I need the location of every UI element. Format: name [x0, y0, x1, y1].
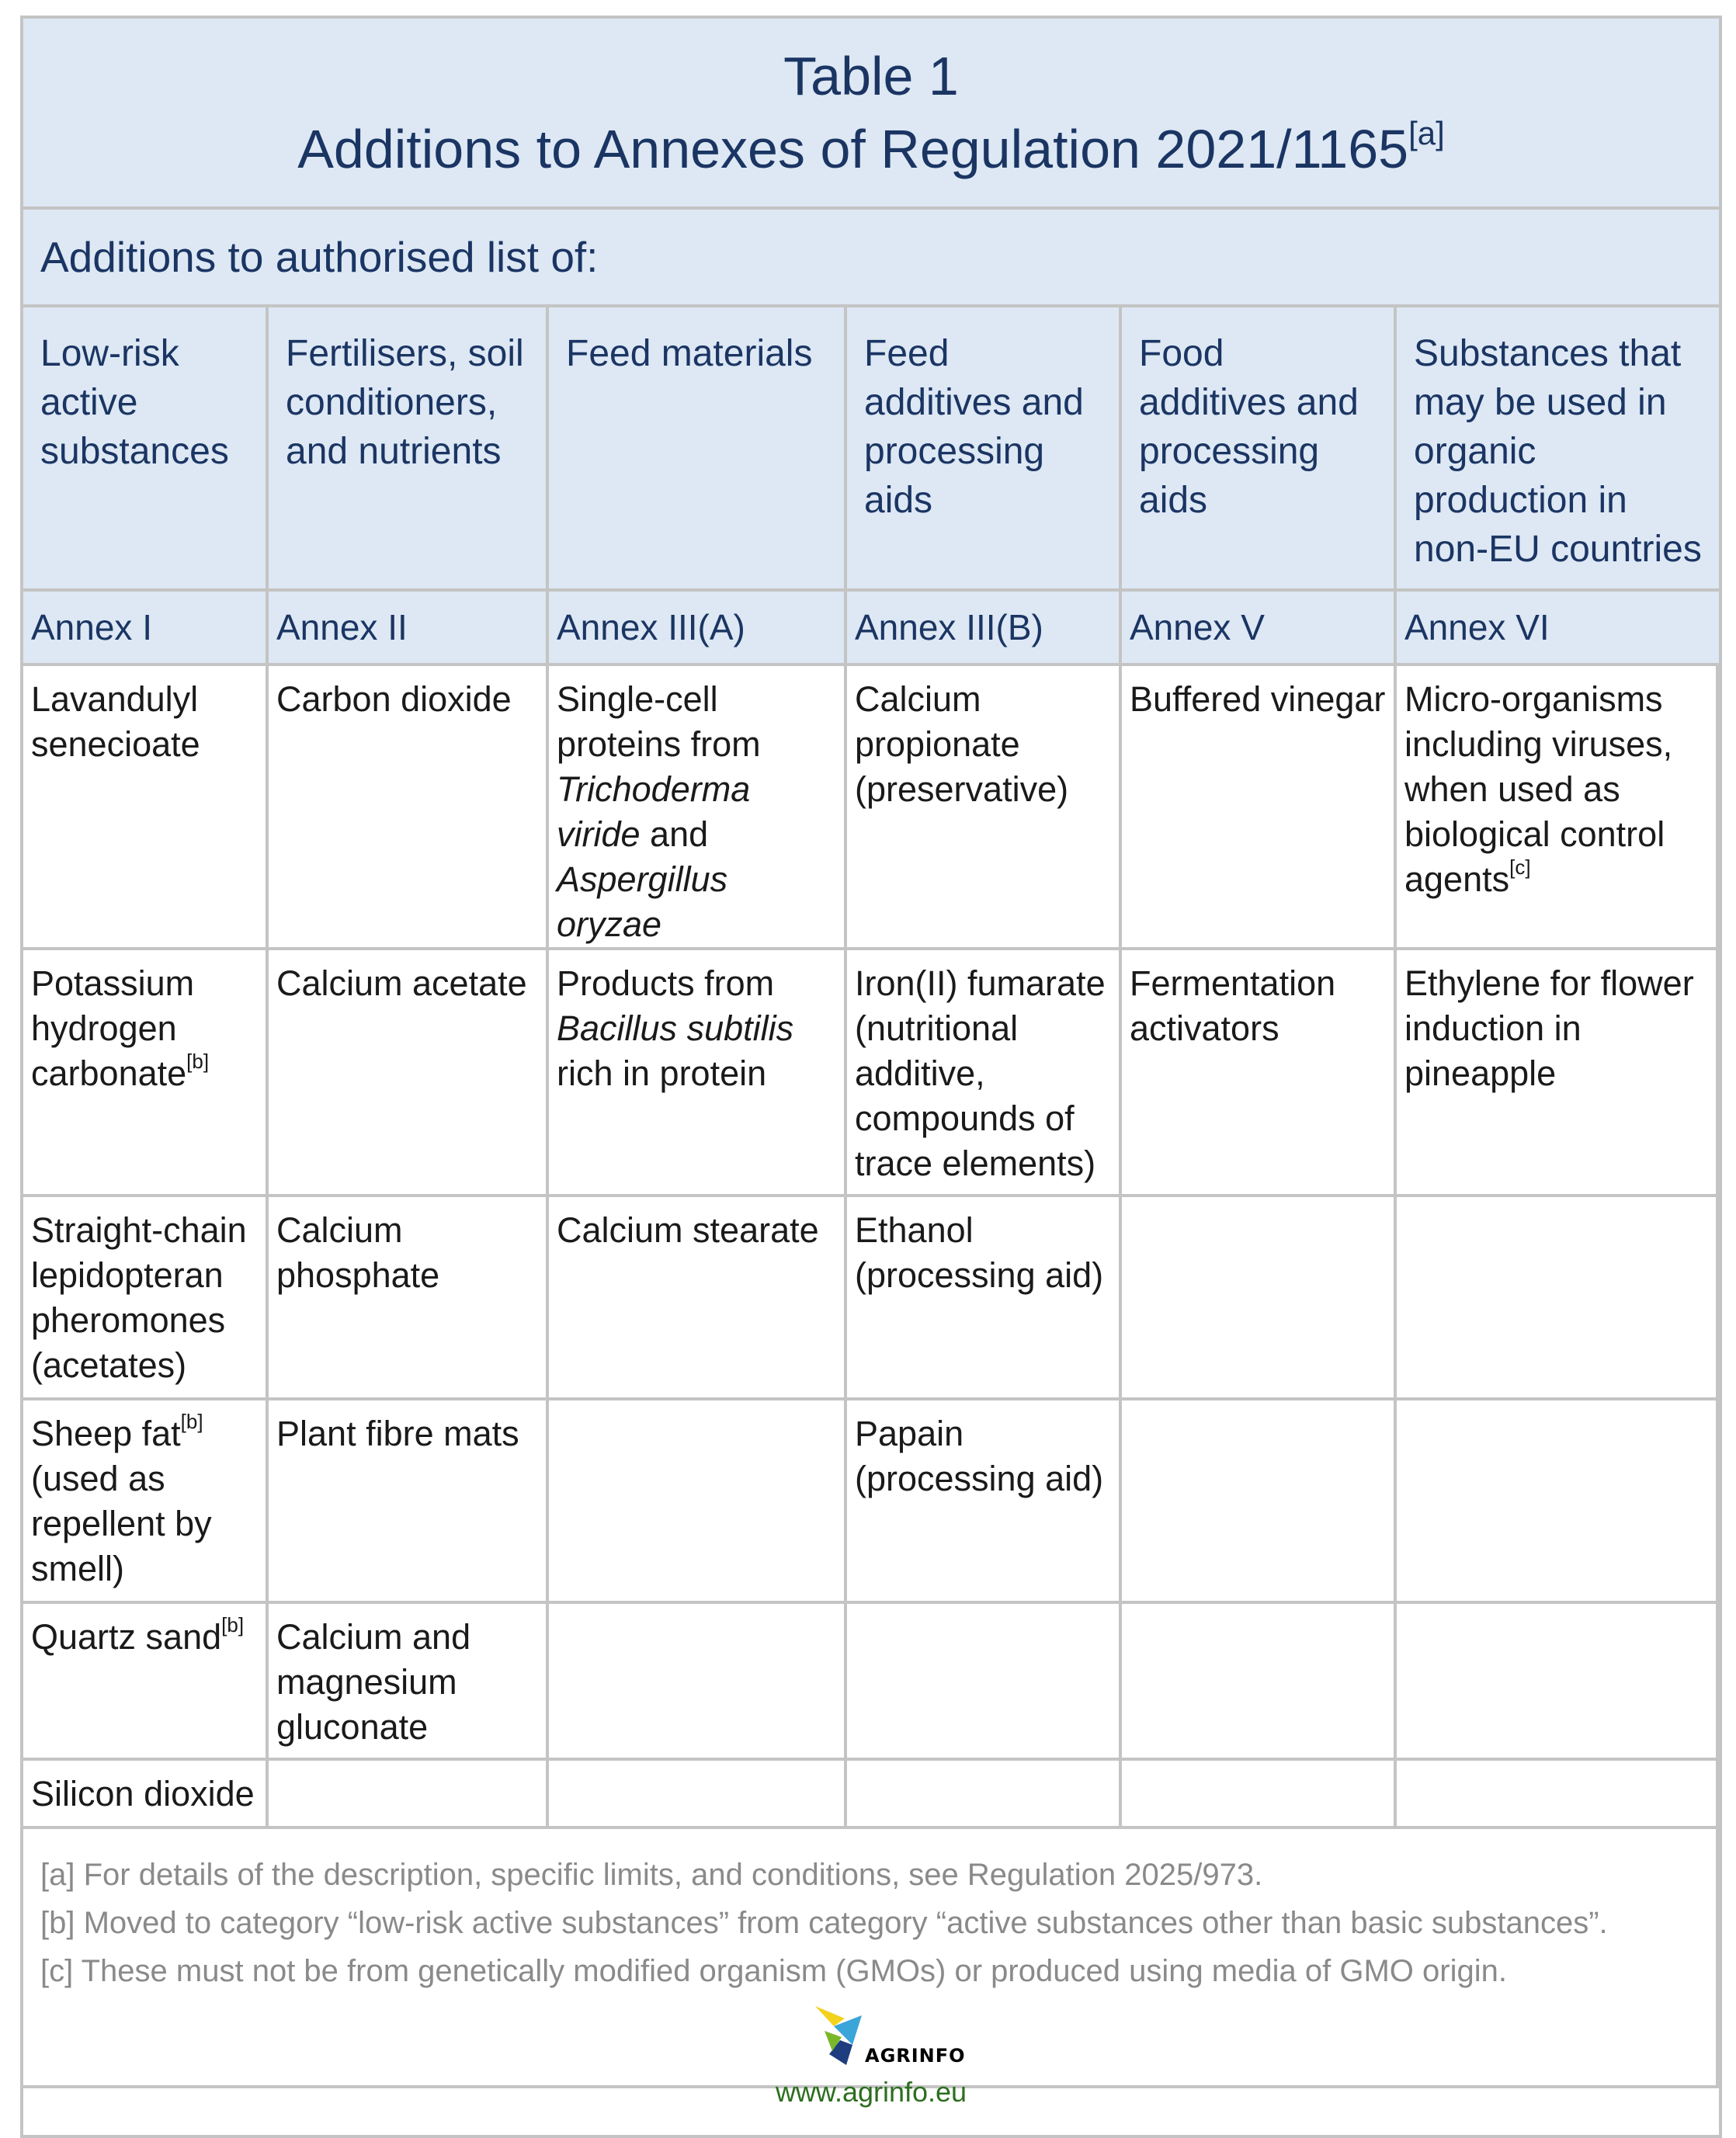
table-subheader: Additions to authorised list of: — [22, 208, 1720, 306]
table-cell — [267, 1759, 547, 1827]
website-url[interactable]: www.agrinfo.eu — [775, 2076, 967, 2108]
table-cell — [1395, 1399, 1720, 1602]
table-cell: Ethanol (processing aid) — [845, 1196, 1120, 1399]
footnote-ref-b: [b] — [180, 1410, 203, 1433]
table-title-line1: Table 1 — [783, 46, 959, 106]
category-header-fertilisers: Fertilisers, soil conditioners, and nutrients — [267, 306, 547, 590]
table-cell — [1395, 1602, 1720, 1759]
footnote-ref-a: [a] — [1408, 115, 1445, 151]
table-cell — [1120, 1602, 1395, 1759]
annex-additions-table — [20, 16, 1722, 2138]
table-cell: Calcium stearate — [547, 1196, 845, 1399]
table-row — [22, 1759, 1720, 1827]
footnote-ref-b: [b] — [221, 1613, 245, 1636]
category-header-low-risk: Low-risk active substances — [22, 306, 267, 590]
logo-wordmark: AGRINFO — [865, 2045, 966, 2067]
table-cell: Carbon dioxide — [267, 665, 547, 949]
table-cell: Plant fibre mats — [267, 1399, 547, 1602]
table-cell — [547, 1602, 845, 1759]
table-cell: Calcium propionate (preservative) — [845, 665, 1120, 949]
table-row — [22, 1196, 1720, 1399]
footnote-a: [a] For details of the description, specific limits, and conditions, see Regulation 2025/973. — [40, 1858, 1263, 1892]
table-cell: Ethylene for flower induction in pineapple — [1395, 949, 1720, 1196]
table-title-line2: Additions to Annexes of Regulation 2021/1165[a] — [297, 115, 1445, 179]
table-cell: Fermentation activators — [1120, 949, 1395, 1196]
species-name: Bacillus subtilis — [557, 1008, 794, 1048]
table-row — [22, 949, 1720, 1196]
annex-label: Annex I — [22, 590, 267, 665]
footnote-ref-c: [c] — [1509, 856, 1531, 879]
table-cell: Quartz sand[b] — [22, 1602, 267, 1759]
table-cell — [547, 1399, 845, 1602]
table-cell — [845, 1602, 1120, 1759]
table-cell: Calcium and magnesium gluconate — [267, 1602, 547, 1759]
annex-label: Annex III(A) — [547, 590, 845, 665]
footnote-b: [b] Moved to category “low-risk active substances” from category “active substances other than basic substances”. — [40, 1906, 1608, 1940]
category-header-feed-additives: Feed additives and processing aids — [845, 306, 1120, 590]
table-cell — [1395, 1196, 1720, 1399]
table-cell: Single-cell proteins from Trichoderma viride and Aspergillus oryzae — [547, 665, 845, 949]
table-cell: Silicon dioxide — [22, 1759, 267, 1827]
table-cell — [1395, 1759, 1720, 1827]
table-row — [22, 1602, 1720, 1759]
table-cell: Products from Bacillus subtilis rich in protein — [547, 949, 845, 1196]
annex-label: Annex VI — [1395, 590, 1720, 665]
footnotes-section — [22, 1827, 1720, 2136]
table-cell: Calcium acetate — [267, 949, 547, 1196]
annex-label: Annex III(B) — [845, 590, 1120, 665]
table-cell: Buffered vinegar — [1120, 665, 1395, 949]
category-header-non-eu: Substances that may be used in organic production in non-EU countries — [1395, 306, 1720, 590]
agrinfo-logo-block — [23, 2000, 1719, 2108]
table-row — [22, 1399, 1720, 1602]
species-name: Trichoderma viride — [557, 769, 751, 854]
table-cell: Lavandulyl senecioate — [22, 665, 267, 949]
table-cell: Iron(II) fumarate (nutritional additive, compounds of trace elements) — [845, 949, 1120, 1196]
table-cell — [1120, 1196, 1395, 1399]
table-cell — [1120, 1399, 1395, 1602]
footnote-ref-b: [b] — [186, 1050, 210, 1073]
category-header-feed-materials: Feed materials — [547, 306, 845, 590]
table-cell: Sheep fat[b] (used as repellent by smell) — [22, 1399, 267, 1602]
species-name: Aspergillus oryzae — [557, 859, 728, 944]
category-header-food-additives: Food additives and processing aids — [1120, 306, 1395, 590]
annex-label: Annex II — [267, 590, 547, 665]
table-row — [22, 665, 1720, 949]
table-cell: Potassium hydrogen carbonate[b] — [22, 949, 267, 1196]
table-cell — [1120, 1759, 1395, 1827]
table-cell: Papain (processing aid) — [845, 1399, 1120, 1602]
table-cell — [845, 1759, 1120, 1827]
table-cell: Calcium phosphate — [267, 1196, 547, 1399]
table-title — [22, 17, 1720, 208]
table-cell — [547, 1759, 845, 1827]
table-cell: Micro-organisms including viruses, when used as biological control agents[c] — [1395, 665, 1720, 949]
footnote-c: [c] These must not be from genetically modified organism (GMOs) or produced using media of GMO origin. — [40, 1954, 1507, 1988]
annex-label: Annex V — [1120, 590, 1395, 665]
agrinfo-logo-icon — [793, 2000, 966, 2068]
table-cell: Straight-chain lepidopteran pheromones (acetates) — [22, 1196, 267, 1399]
